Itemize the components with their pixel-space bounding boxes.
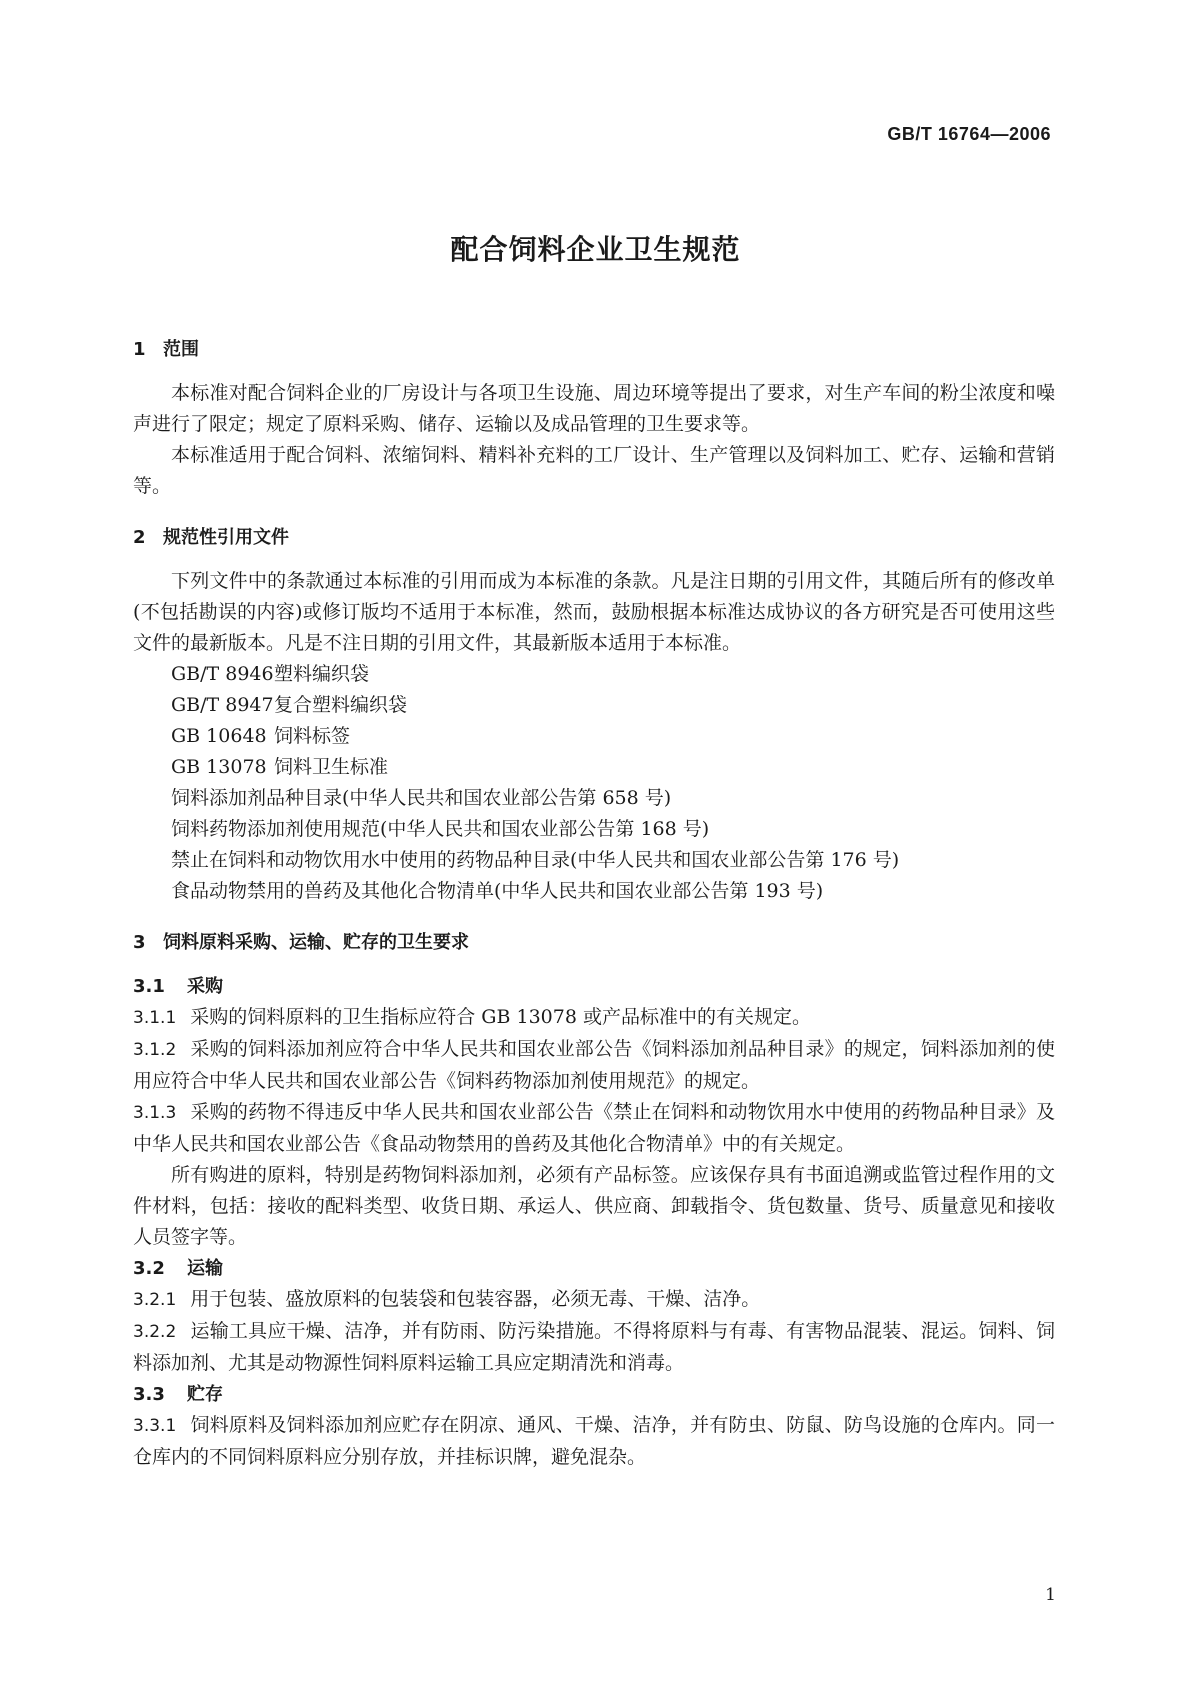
reference-code: GB 13078 bbox=[171, 756, 267, 778]
reference-item: 饲料药物添加剂使用规范(中华人民共和国农业部公告第 168 号) bbox=[171, 818, 710, 840]
clause-text: 饲料原料及饲料添加剂应贮存在阴凉、通风、干燥、洁净，并有防虫、防鼠、防鸟设施的仓库内。同一仓库内的不同饲料原料应分别存放，并挂标识牌，避免混杂。 bbox=[133, 1414, 1055, 1468]
section-number: 2 bbox=[133, 527, 146, 548]
subsection-3-2-heading bbox=[133, 1253, 1055, 1284]
paragraph: 下列文件中的条款通过本标准的引用而成为本标准的条款。凡是注日期的引用文件，其随后所有的修改单(不包括勘误的内容)或修订版均不适用于本标准，然而，鼓励根据本标准达成协议的各方研究是否可使用这些文件的最新版本。凡是不注日期的引用文件，其最新版本适用于本标准。 bbox=[133, 570, 1055, 654]
reference-item bbox=[133, 690, 1055, 721]
reference-item bbox=[133, 659, 1055, 690]
reference-title: 复合塑料编织袋 bbox=[274, 694, 408, 716]
reference-item bbox=[133, 721, 1055, 752]
clause-number: 3.1.2 bbox=[133, 1040, 177, 1060]
section-1-heading bbox=[133, 334, 1055, 365]
clause-3-2-2 bbox=[133, 1316, 1055, 1379]
clause-3-3-1 bbox=[133, 1410, 1055, 1473]
clause-number: 3.1.3 bbox=[133, 1103, 177, 1123]
reference-title: 饲料标签 bbox=[274, 725, 351, 747]
section-3-heading bbox=[133, 927, 1055, 958]
reference-item: 饲料添加剂品种目录(中华人民共和国农业部公告第 658 号) bbox=[171, 787, 672, 809]
clause-text: 采购的饲料原料的卫生指标应符合 GB 13078 或产品标准中的有关规定。 bbox=[190, 1006, 811, 1028]
paragraph: 所有购进的原料，特别是药物饲料添加剂，必须有产品标签。应该保存具有书面追溯或监管过程作用的文件材料，包括：接收的配料类型、收货日期、承运人、供应商、卸载指令、货包数量、货号、质量意见和接收人员签字等。 bbox=[133, 1164, 1055, 1248]
page-number: 1 bbox=[1045, 1585, 1056, 1605]
reference-code: GB 10648 bbox=[171, 725, 267, 747]
clause-text: 用于包装、盛放原料的包装袋和包装容器，必须无毒、干燥、洁净。 bbox=[190, 1288, 761, 1310]
subsection-number: 3.3 bbox=[133, 1384, 165, 1405]
clause-3-2-1 bbox=[133, 1284, 1055, 1316]
reference-code: GB/T 8946 bbox=[171, 663, 274, 685]
clause-text: 运输工具应干燥、洁净，并有防雨、防污染措施。不得将原料与有毒、有害物品混装、混运。饲料、饲料添加剂、尤其是动物源性饲料原料运输工具应定期清洗和消毒。 bbox=[133, 1320, 1055, 1374]
section-number: 3 bbox=[133, 932, 146, 953]
reference-title: 塑料编织袋 bbox=[274, 663, 370, 685]
document-title: 配合饲料企业卫生规范 bbox=[450, 233, 741, 266]
paragraph: 本标准适用于配合饲料、浓缩饲料、精料补充料的工厂设计、生产管理以及饲料加工、贮存、运输和营销等。 bbox=[133, 444, 1055, 497]
subsection-number: 3.1 bbox=[133, 976, 165, 997]
subsection-number: 3.2 bbox=[133, 1258, 165, 1279]
subsection-title: 采购 bbox=[187, 976, 223, 997]
reference-title: 饲料卫生标准 bbox=[274, 756, 389, 778]
reference-code: GB/T 8947 bbox=[171, 694, 274, 716]
reference-item: 食品动物禁用的兽药及其他化合物清单(中华人民共和国农业部公告第 193 号) bbox=[171, 880, 824, 902]
reference-item: 禁止在饲料和动物饮用水中使用的药物品种目录(中华人民共和国农业部公告第 176 号) bbox=[171, 849, 900, 871]
document-body bbox=[133, 334, 1055, 1473]
clause-3-1-2 bbox=[133, 1034, 1055, 1097]
clause-text: 采购的药物不得违反中华人民共和国农业部公告《禁止在饲料和动物饮用水中使用的药物品种目录》及中华人民共和国农业部公告《食品动物禁用的兽药及其他化合物清单》中的有关规定。 bbox=[133, 1101, 1055, 1155]
reference-item bbox=[133, 752, 1055, 783]
standard-code: GB/T 16764—2006 bbox=[887, 124, 1051, 144]
subsection-3-3-heading bbox=[133, 1379, 1055, 1410]
section-title: 范围 bbox=[163, 339, 199, 360]
clause-number: 3.2.2 bbox=[133, 1322, 177, 1342]
section-number: 1 bbox=[133, 339, 146, 360]
clause-number: 3.2.1 bbox=[133, 1290, 177, 1310]
subsection-title: 贮存 bbox=[187, 1384, 223, 1405]
clause-number: 3.3.1 bbox=[133, 1416, 177, 1436]
section-title: 饲料原料采购、运输、贮存的卫生要求 bbox=[163, 932, 469, 953]
subsection-title: 运输 bbox=[187, 1258, 223, 1279]
clause-text: 采购的饲料添加剂应符合中华人民共和国农业部公告《饲料添加剂品种目录》的规定，饲料添加剂的使用应符合中华人民共和国农业部公告《饲料药物添加剂使用规范》的规定。 bbox=[133, 1038, 1055, 1092]
section-2-heading bbox=[133, 522, 1055, 553]
clause-number: 3.1.1 bbox=[133, 1008, 177, 1028]
clause-3-1-3 bbox=[133, 1097, 1055, 1160]
clause-3-1-1 bbox=[133, 1002, 1055, 1034]
paragraph: 本标准对配合饲料企业的厂房设计与各项卫生设施、周边环境等提出了要求，对生产车间的粉尘浓度和噪声进行了限定；规定了原料采购、储存、运输以及成品管理的卫生要求等。 bbox=[133, 382, 1055, 435]
section-title: 规范性引用文件 bbox=[163, 527, 289, 548]
subsection-3-1-heading bbox=[133, 971, 1055, 1002]
